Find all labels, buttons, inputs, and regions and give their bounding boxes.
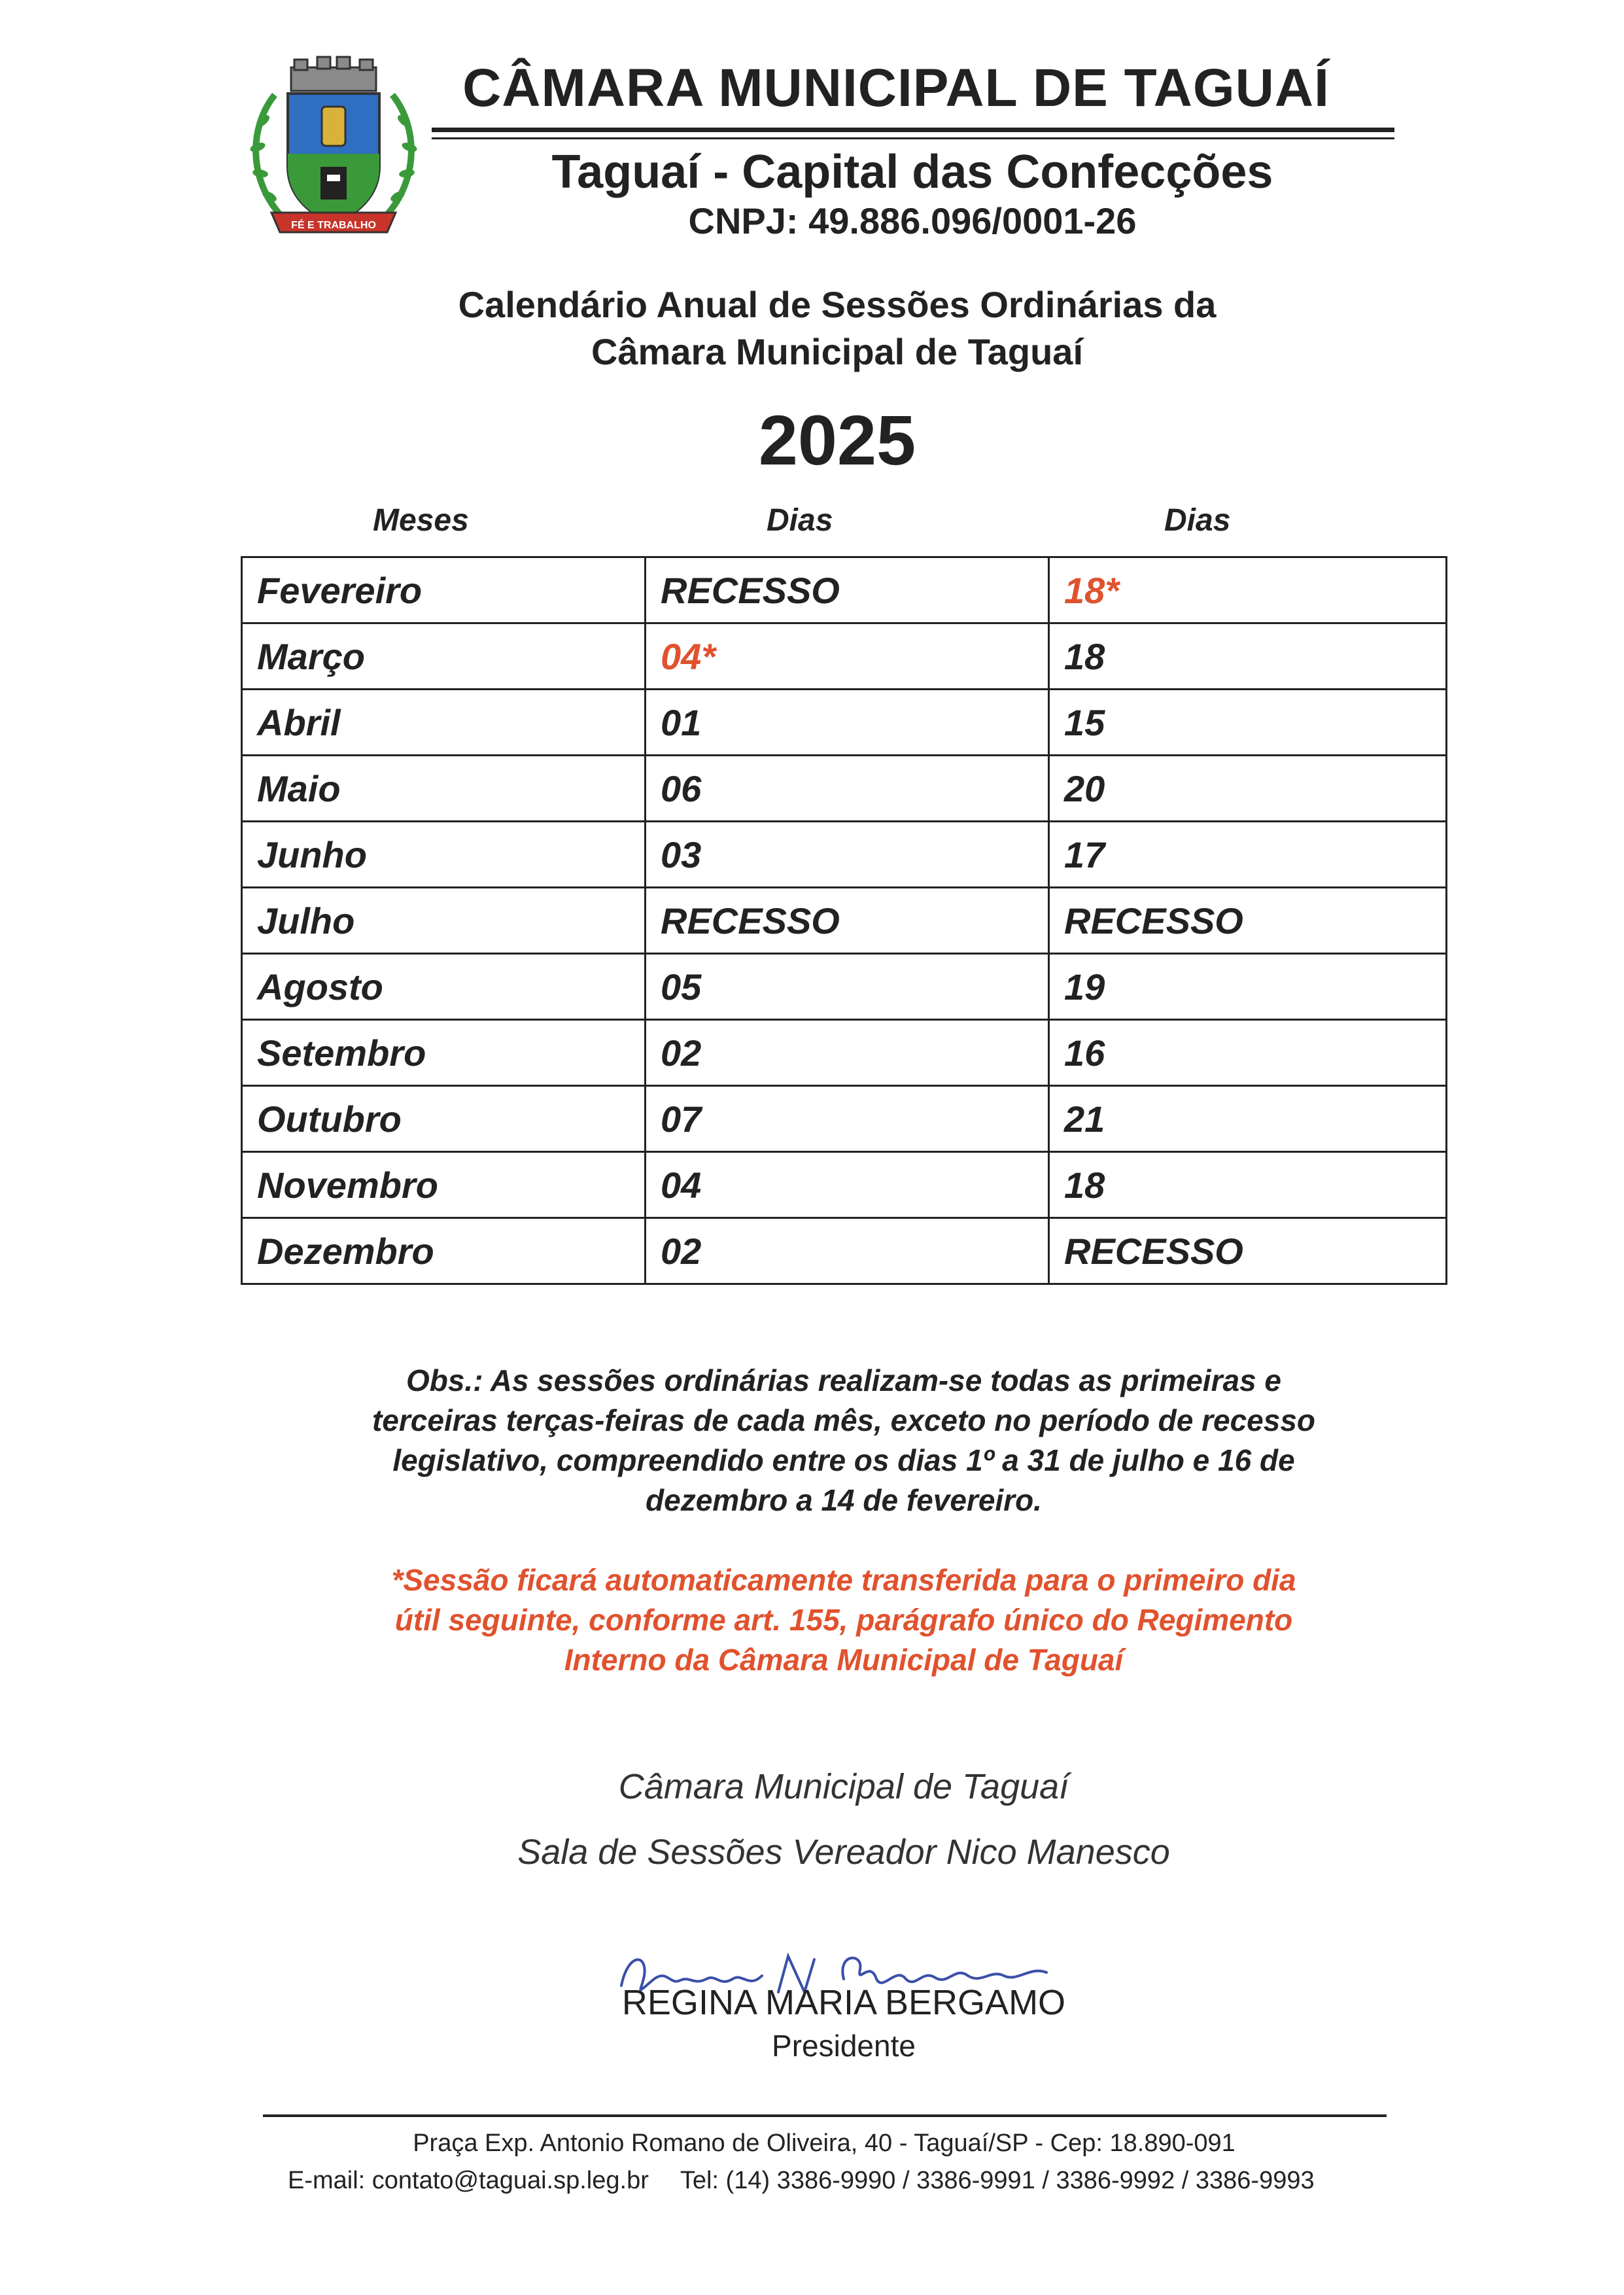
table-row xyxy=(242,888,1447,954)
column-header-months: Meses xyxy=(373,503,469,538)
first-session-day-cell: RECESSO xyxy=(646,557,1049,623)
table-row xyxy=(242,822,1447,888)
second-session-day-cell: 16 xyxy=(1049,1020,1447,1086)
footer-email[interactable]: E-mail: contato@taguai.sp.leg.br xyxy=(288,2167,649,2194)
second-session-day-cell: 18* xyxy=(1049,557,1447,623)
observation-line: Obs.: As sessões ordinárias realizam-se todas as primeiras e xyxy=(406,1363,1282,1397)
table-row xyxy=(242,1218,1447,1284)
transfer-note xyxy=(275,1560,1413,1680)
month-cell: Maio xyxy=(242,756,646,822)
closing-session-room: Sala de Sessões Vereador Nico Manesco xyxy=(517,1832,1170,1872)
document-title-line2: Câmara Municipal de Taguaí xyxy=(591,331,1084,372)
second-session-day-cell: 17 xyxy=(1049,822,1447,888)
signer-role: Presidente xyxy=(772,2029,916,2063)
footer-divider xyxy=(263,2114,1387,2117)
calendar-year: 2025 xyxy=(758,400,916,480)
observation-text xyxy=(275,1361,1413,1520)
second-session-day-cell: 20 xyxy=(1049,756,1447,822)
table-row xyxy=(242,954,1447,1020)
second-session-day-cell: 19 xyxy=(1049,954,1447,1020)
transfer-note-line: *Sessão ficará automaticamente transferida para o primeiro dia xyxy=(391,1563,1296,1597)
table-row xyxy=(242,623,1447,690)
first-session-day-cell: 06 xyxy=(646,756,1049,822)
document-title-line1: Calendário Anual de Sessões Ordinárias da xyxy=(458,284,1217,325)
first-session-day-cell: 03 xyxy=(646,822,1049,888)
observation-line: legislativo, compreendido entre os dias 1º a 31 de julho e 16 de xyxy=(392,1443,1295,1477)
month-cell: Setembro xyxy=(242,1020,646,1086)
first-session-day-cell: 02 xyxy=(646,1020,1049,1086)
second-session-day-cell: RECESSO xyxy=(1049,888,1447,954)
first-session-day-cell: 04* xyxy=(646,623,1049,690)
first-session-day-cell: 02 xyxy=(646,1218,1049,1284)
table-row xyxy=(242,557,1447,623)
transfer-note-line: útil seguinte, conforme art. 155, parágrafo único do Regimento xyxy=(394,1603,1293,1637)
signer-name: REGINA MARIA BERGAMO xyxy=(621,1983,1066,2022)
second-session-day-cell: RECESSO xyxy=(1049,1218,1447,1284)
organization-slogan: Taguaí - Capital das Confecções xyxy=(551,146,1273,198)
closing-chamber-name: Câmara Municipal de Taguaí xyxy=(618,1767,1069,1806)
month-cell: Fevereiro xyxy=(242,557,646,623)
month-cell: Julho xyxy=(242,888,646,954)
organization-cnpj: CNPJ: 49.886.096/0001-26 xyxy=(688,200,1137,241)
table-row xyxy=(242,690,1447,756)
observation-line: terceiras terças-feiras de cada mês, exceto no período de recesso xyxy=(371,1403,1316,1437)
second-session-day-cell: 18 xyxy=(1049,1152,1447,1218)
month-cell: Março xyxy=(242,623,646,690)
month-cell: Agosto xyxy=(242,954,646,1020)
header-divider-thick xyxy=(432,128,1394,132)
footer-contact xyxy=(288,2167,1439,2195)
organization-name: CÂMARA MUNICIPAL DE TAGUAÍ xyxy=(462,58,1330,118)
month-cell: Abril xyxy=(242,690,646,756)
observation-line: dezembro a 14 de fevereiro. xyxy=(646,1483,1042,1517)
month-cell: Dezembro xyxy=(242,1218,646,1284)
header-divider-thin xyxy=(432,137,1394,139)
footer-phones: Tel: (14) 3386-9990 / 3386-9991 / 3386-9992 / 3386-9993 xyxy=(680,2167,1315,2194)
footer-address: Praça Exp. Antonio Romano de Oliveira, 40 - Taguaí/SP - Cep: 18.890-091 xyxy=(413,2129,1235,2157)
table-row xyxy=(242,1020,1447,1086)
month-cell: Novembro xyxy=(242,1152,646,1218)
first-session-day-cell: 01 xyxy=(646,690,1049,756)
table-row xyxy=(242,756,1447,822)
table-row xyxy=(242,1152,1447,1218)
transfer-note-line: Interno da Câmara Municipal de Taguaí xyxy=(564,1643,1124,1677)
month-cell: Outubro xyxy=(242,1086,646,1152)
table-row xyxy=(242,1086,1447,1152)
first-session-day-cell: 04 xyxy=(646,1152,1049,1218)
first-session-day-cell: RECESSO xyxy=(646,888,1049,954)
session-calendar-table xyxy=(241,556,1447,1285)
month-cell: Junho xyxy=(242,822,646,888)
column-header-days-1: Dias xyxy=(767,503,833,538)
document-title xyxy=(366,281,1308,376)
second-session-day-cell: 15 xyxy=(1049,690,1447,756)
second-session-day-cell: 18 xyxy=(1049,623,1447,690)
first-session-day-cell: 07 xyxy=(646,1086,1049,1152)
second-session-day-cell: 21 xyxy=(1049,1086,1447,1152)
column-header-days-2: Dias xyxy=(1164,503,1231,538)
first-session-day-cell: 05 xyxy=(646,954,1049,1020)
crest-motto: FÉ E TRABALHO xyxy=(291,220,376,231)
